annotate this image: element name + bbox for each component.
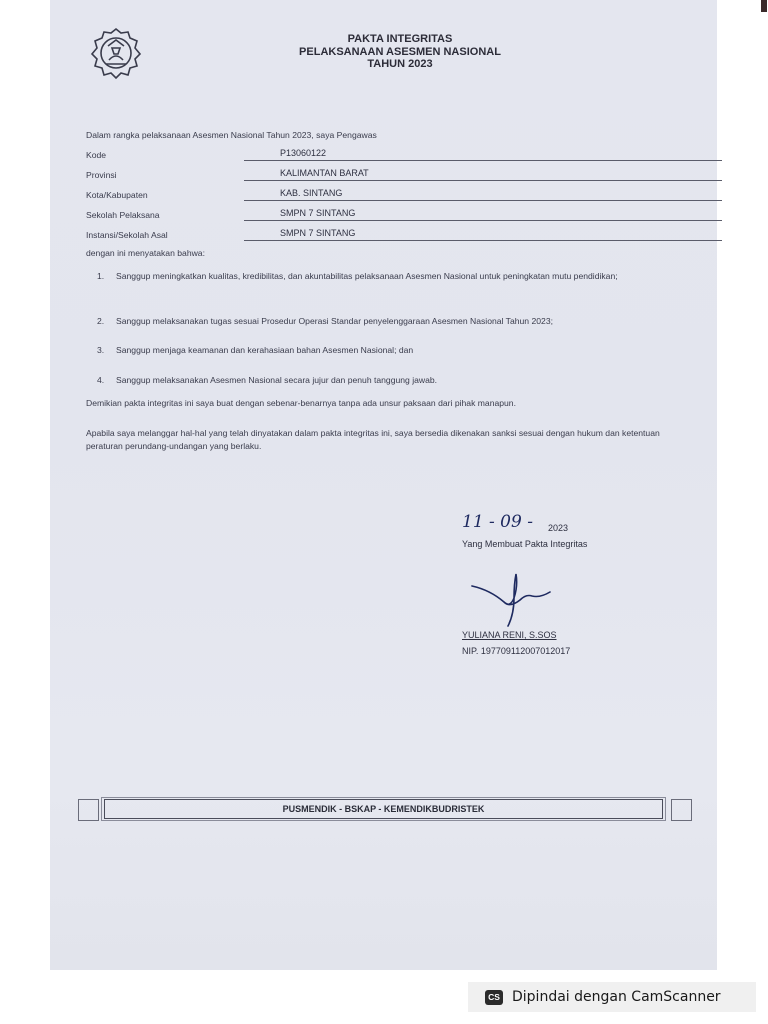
statement-item: Sanggup melaksanakan tugas sesuai Prosedur Operasi Standar penyelenggaraan Asesmen Nasional Tahun 2023; <box>116 316 553 326</box>
signer-nip: NIP. 197709112007012017 <box>462 646 571 656</box>
date-year: 2023 <box>548 523 569 533</box>
field-kota-kabupaten <box>86 188 686 202</box>
document-sheet <box>50 0 717 970</box>
field-kode <box>86 148 686 162</box>
field-label: Kode <box>86 150 107 160</box>
footer-box-left <box>78 799 99 821</box>
footer-text: PUSMENDIK - BSKAP - KEMENDIKBUDRISTEK <box>282 804 485 814</box>
handwritten-date: 11 - 09 - <box>462 512 533 532</box>
camscanner-badge <box>468 982 756 1012</box>
camscanner-logo-icon: CS <box>485 990 503 1005</box>
sanction-statement: Apabila saya melanggar hal-hal yang telah dinyatakan dalam pakta integritas ini, saya bersedia dikenakan sanksi sesuai dengan hukum dan ketentuan peraturan perundang-undangan yang berlaku. <box>86 428 660 451</box>
intro-text: Dalam rangka pelaksanaan Asesmen Nasional Tahun 2023, saya Pengawas <box>86 130 377 140</box>
field-value: SMPN 7 SINTANG <box>244 228 722 241</box>
item-number: 2. <box>97 316 105 326</box>
statement-item: Sanggup melaksanakan Asesmen Nasional secara jujur dan penuh tanggung jawab. <box>116 375 438 385</box>
document-header <box>250 33 550 71</box>
field-value: SMPN 7 SINTANG <box>244 208 722 221</box>
statement-item: Sanggup menjaga keamanan dan kerahasiaan bahan Asesmen Nasional; dan <box>116 345 414 355</box>
signature-mark <box>470 568 560 638</box>
item-number: 3. <box>97 345 105 355</box>
field-value: KALIMANTAN BARAT <box>244 168 722 181</box>
footer-bar <box>104 799 663 819</box>
field-sekolah-pelaksana <box>86 208 686 222</box>
camscanner-text: Dipindai dengan CamScanner <box>512 989 721 1005</box>
field-label: Kota/Kabupaten <box>86 190 148 200</box>
header-subtitle: PELAKSANAAN ASESMEN NASIONAL <box>299 45 501 58</box>
field-instansi-asal <box>86 228 686 242</box>
item-number: 1. <box>97 271 105 281</box>
statement-intro: dengan ini menyatakan bahwa: <box>86 248 205 258</box>
signer-name: YULIANA RENI, S.SOS <box>462 630 557 640</box>
field-provinsi <box>86 168 686 182</box>
item-number: 4. <box>97 375 105 385</box>
statement-item: Sanggup meningkatkan kualitas, kredibilitas, dan akuntabilitas pelaksanaan Asesmen Nasional untuk peningkatan mutu pendidikan; <box>116 271 618 281</box>
header-title: PAKTA INTEGRITAS <box>347 33 453 45</box>
footer-box-right <box>671 799 692 821</box>
field-value: P13060122 <box>244 148 722 161</box>
field-label: Provinsi <box>86 170 117 180</box>
field-value: KAB. SINTANG <box>244 188 722 201</box>
maker-label: Yang Membuat Pakta Integritas <box>462 539 588 549</box>
header-year: TAHUN 2023 <box>367 58 433 70</box>
corner-mark <box>761 0 767 12</box>
closing-statement: Demikian pakta integritas ini saya buat dengan sebenar-benarnya tanpa ada unsur paksaan dari pihak manapun. <box>86 398 516 408</box>
tut-wuri-handayani-logo-icon <box>88 26 144 80</box>
field-label: Instansi/Sekolah Asal <box>86 230 168 240</box>
field-label: Sekolah Pelaksana <box>86 210 160 220</box>
